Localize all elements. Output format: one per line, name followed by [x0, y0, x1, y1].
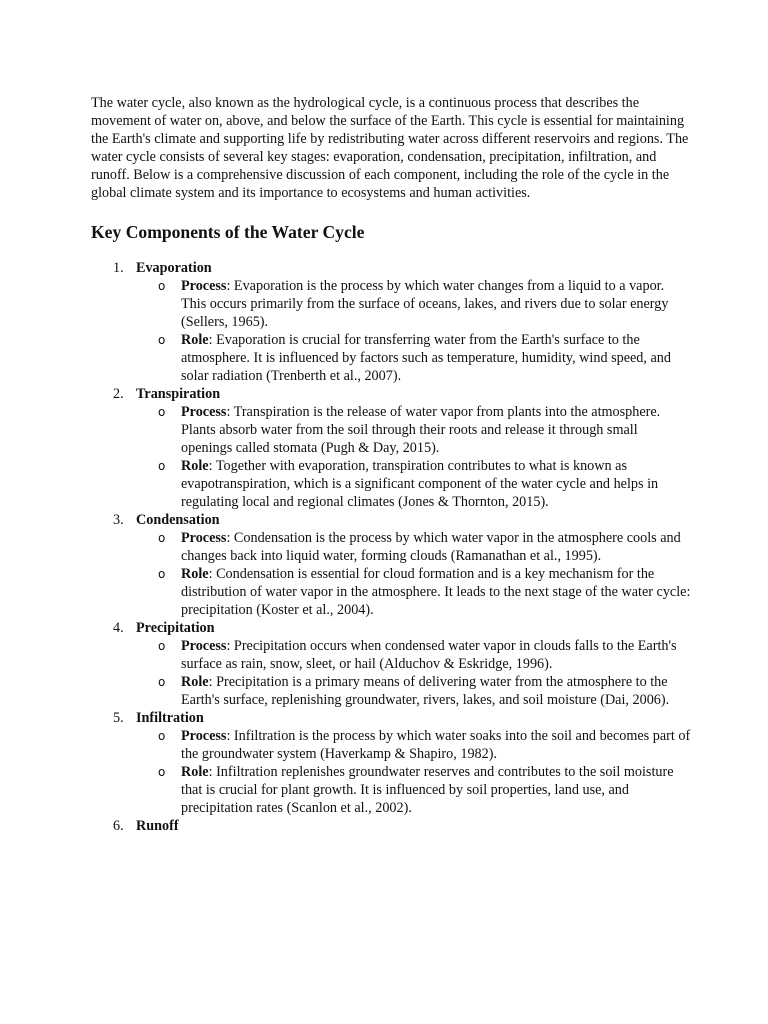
detail-label: Role	[181, 332, 209, 348]
list-number: 5.	[113, 710, 124, 726]
list-item-condensation	[91, 511, 691, 619]
component-title: Runoff	[136, 818, 179, 834]
detail-text: : Evaporation is crucial for transferring water from the Earth's surface to the atmosphere. It is influenced by factors such as temperature, humidity, wind speed, and solar radiation (Trenberth et al., 2007).	[181, 332, 671, 384]
detail-text: : Infiltration is the process by which water soaks into the soil and becomes part of the groundwater system (Haverkamp & Shapiro, 1982).	[181, 728, 691, 762]
list-number: 6.	[113, 818, 124, 834]
detail-label: Role	[181, 674, 209, 690]
section-heading: Key Components of the Water Cycle	[91, 222, 365, 242]
detail-text: : Precipitation is a primary means of delivering water from the atmosphere to the Earth's surface, replenishing groundwater, rivers, lakes, and soil moisture (Dai, 2006).	[181, 674, 670, 708]
detail-item-role	[136, 457, 691, 511]
detail-label: Role	[181, 764, 209, 780]
detail-item-process	[136, 277, 691, 331]
component-title: Precipitation	[136, 620, 215, 636]
detail-text: : Condensation is essential for cloud formation and is a key mechanism for the distribution of water vapor in the atmosphere. It leads to the next stage of the water cycle: precipitation (Koster et al., 2004).	[181, 566, 691, 618]
detail-item-role	[136, 763, 691, 817]
detail-text: : Evaporation is the process by which water changes from a liquid to a vapor. This occurs primarily from the surface of oceans, lakes, and rivers due to solar energy (Sellers, 1965).	[181, 278, 669, 330]
detail-label: Process	[181, 530, 227, 546]
bullet-icon: o	[158, 459, 166, 473]
detail-item-process	[136, 637, 691, 673]
components-list	[91, 259, 691, 835]
component-title: Transpiration	[136, 386, 221, 402]
detail-label: Process	[181, 278, 227, 294]
bullet-icon: o	[158, 531, 166, 545]
detail-list	[136, 277, 691, 385]
list-number: 4.	[113, 620, 124, 636]
bullet-icon: o	[158, 729, 166, 743]
list-item-precipitation	[91, 619, 691, 709]
document-page	[91, 94, 691, 835]
list-number: 3.	[113, 512, 124, 528]
bullet-icon: o	[158, 405, 166, 419]
detail-item-role	[136, 565, 691, 619]
detail-label: Role	[181, 566, 209, 582]
detail-item-process	[136, 727, 691, 763]
list-number: 2.	[113, 386, 124, 402]
detail-label: Process	[181, 404, 227, 420]
detail-item-role	[136, 673, 691, 709]
list-number: 1.	[113, 260, 124, 276]
detail-label: Role	[181, 458, 209, 474]
detail-item-process	[136, 403, 691, 457]
bullet-icon: o	[158, 279, 166, 293]
bullet-icon: o	[158, 765, 166, 779]
list-item-infiltration	[91, 709, 691, 817]
detail-text: : Transpiration is the release of water vapor from plants into the atmosphere. Plants absorb water from the soil through their roots and release it through small openings called stomata (Pugh & Day, 2015).	[181, 404, 661, 456]
bullet-icon: o	[158, 333, 166, 347]
bullet-icon: o	[158, 639, 166, 653]
component-title: Infiltration	[136, 710, 204, 726]
detail-list	[136, 529, 691, 619]
detail-label: Process	[181, 638, 227, 654]
detail-list	[136, 403, 691, 511]
bullet-icon: o	[158, 675, 166, 689]
component-title: Evaporation	[136, 260, 212, 276]
detail-item-role	[136, 331, 691, 385]
detail-label: Process	[181, 728, 227, 744]
list-item-transpiration	[91, 385, 691, 511]
detail-text: : Condensation is the process by which water vapor in the atmosphere cools and changes back into liquid water, forming clouds (Ramanathan et al., 1995).	[181, 530, 681, 564]
detail-item-process	[136, 529, 691, 565]
detail-list	[136, 637, 691, 709]
list-item-evaporation	[91, 259, 691, 385]
list-item-runoff	[91, 817, 691, 835]
component-title: Condensation	[136, 512, 220, 528]
detail-list	[136, 727, 691, 817]
detail-text: : Infiltration replenishes groundwater reserves and contributes to the soil moisture that is crucial for plant growth. It is influenced by soil properties, land use, and precipitation rates (Scanlon et al., 2002).	[181, 764, 674, 816]
detail-text: : Together with evaporation, transpiration contributes to what is known as evapotranspiration, which is a significant component of the water cycle and helps in regulating local and regional climates (Jones & Thornton, 2015).	[181, 458, 659, 510]
intro-paragraph: The water cycle, also known as the hydrological cycle, is a continuous process that describes the movement of water on, above, and below the surface of the Earth. This cycle is essential for maintaining the Earth's climate and supporting life by redistributing water across different reservoirs and regions. The water cycle consists of several key stages: evaporation, condensation, precipitation, infiltration, and runoff. Below is a comprehensive discussion of each component, including the role of the cycle in the global climate system and its importance to ecosystems and human activities.	[91, 95, 689, 201]
detail-text: : Precipitation occurs when condensed water vapor in clouds falls to the Earth's surface as rain, snow, sleet, or hail (Alduchov & Eskridge, 1996).	[181, 638, 677, 672]
bullet-icon: o	[158, 567, 166, 581]
